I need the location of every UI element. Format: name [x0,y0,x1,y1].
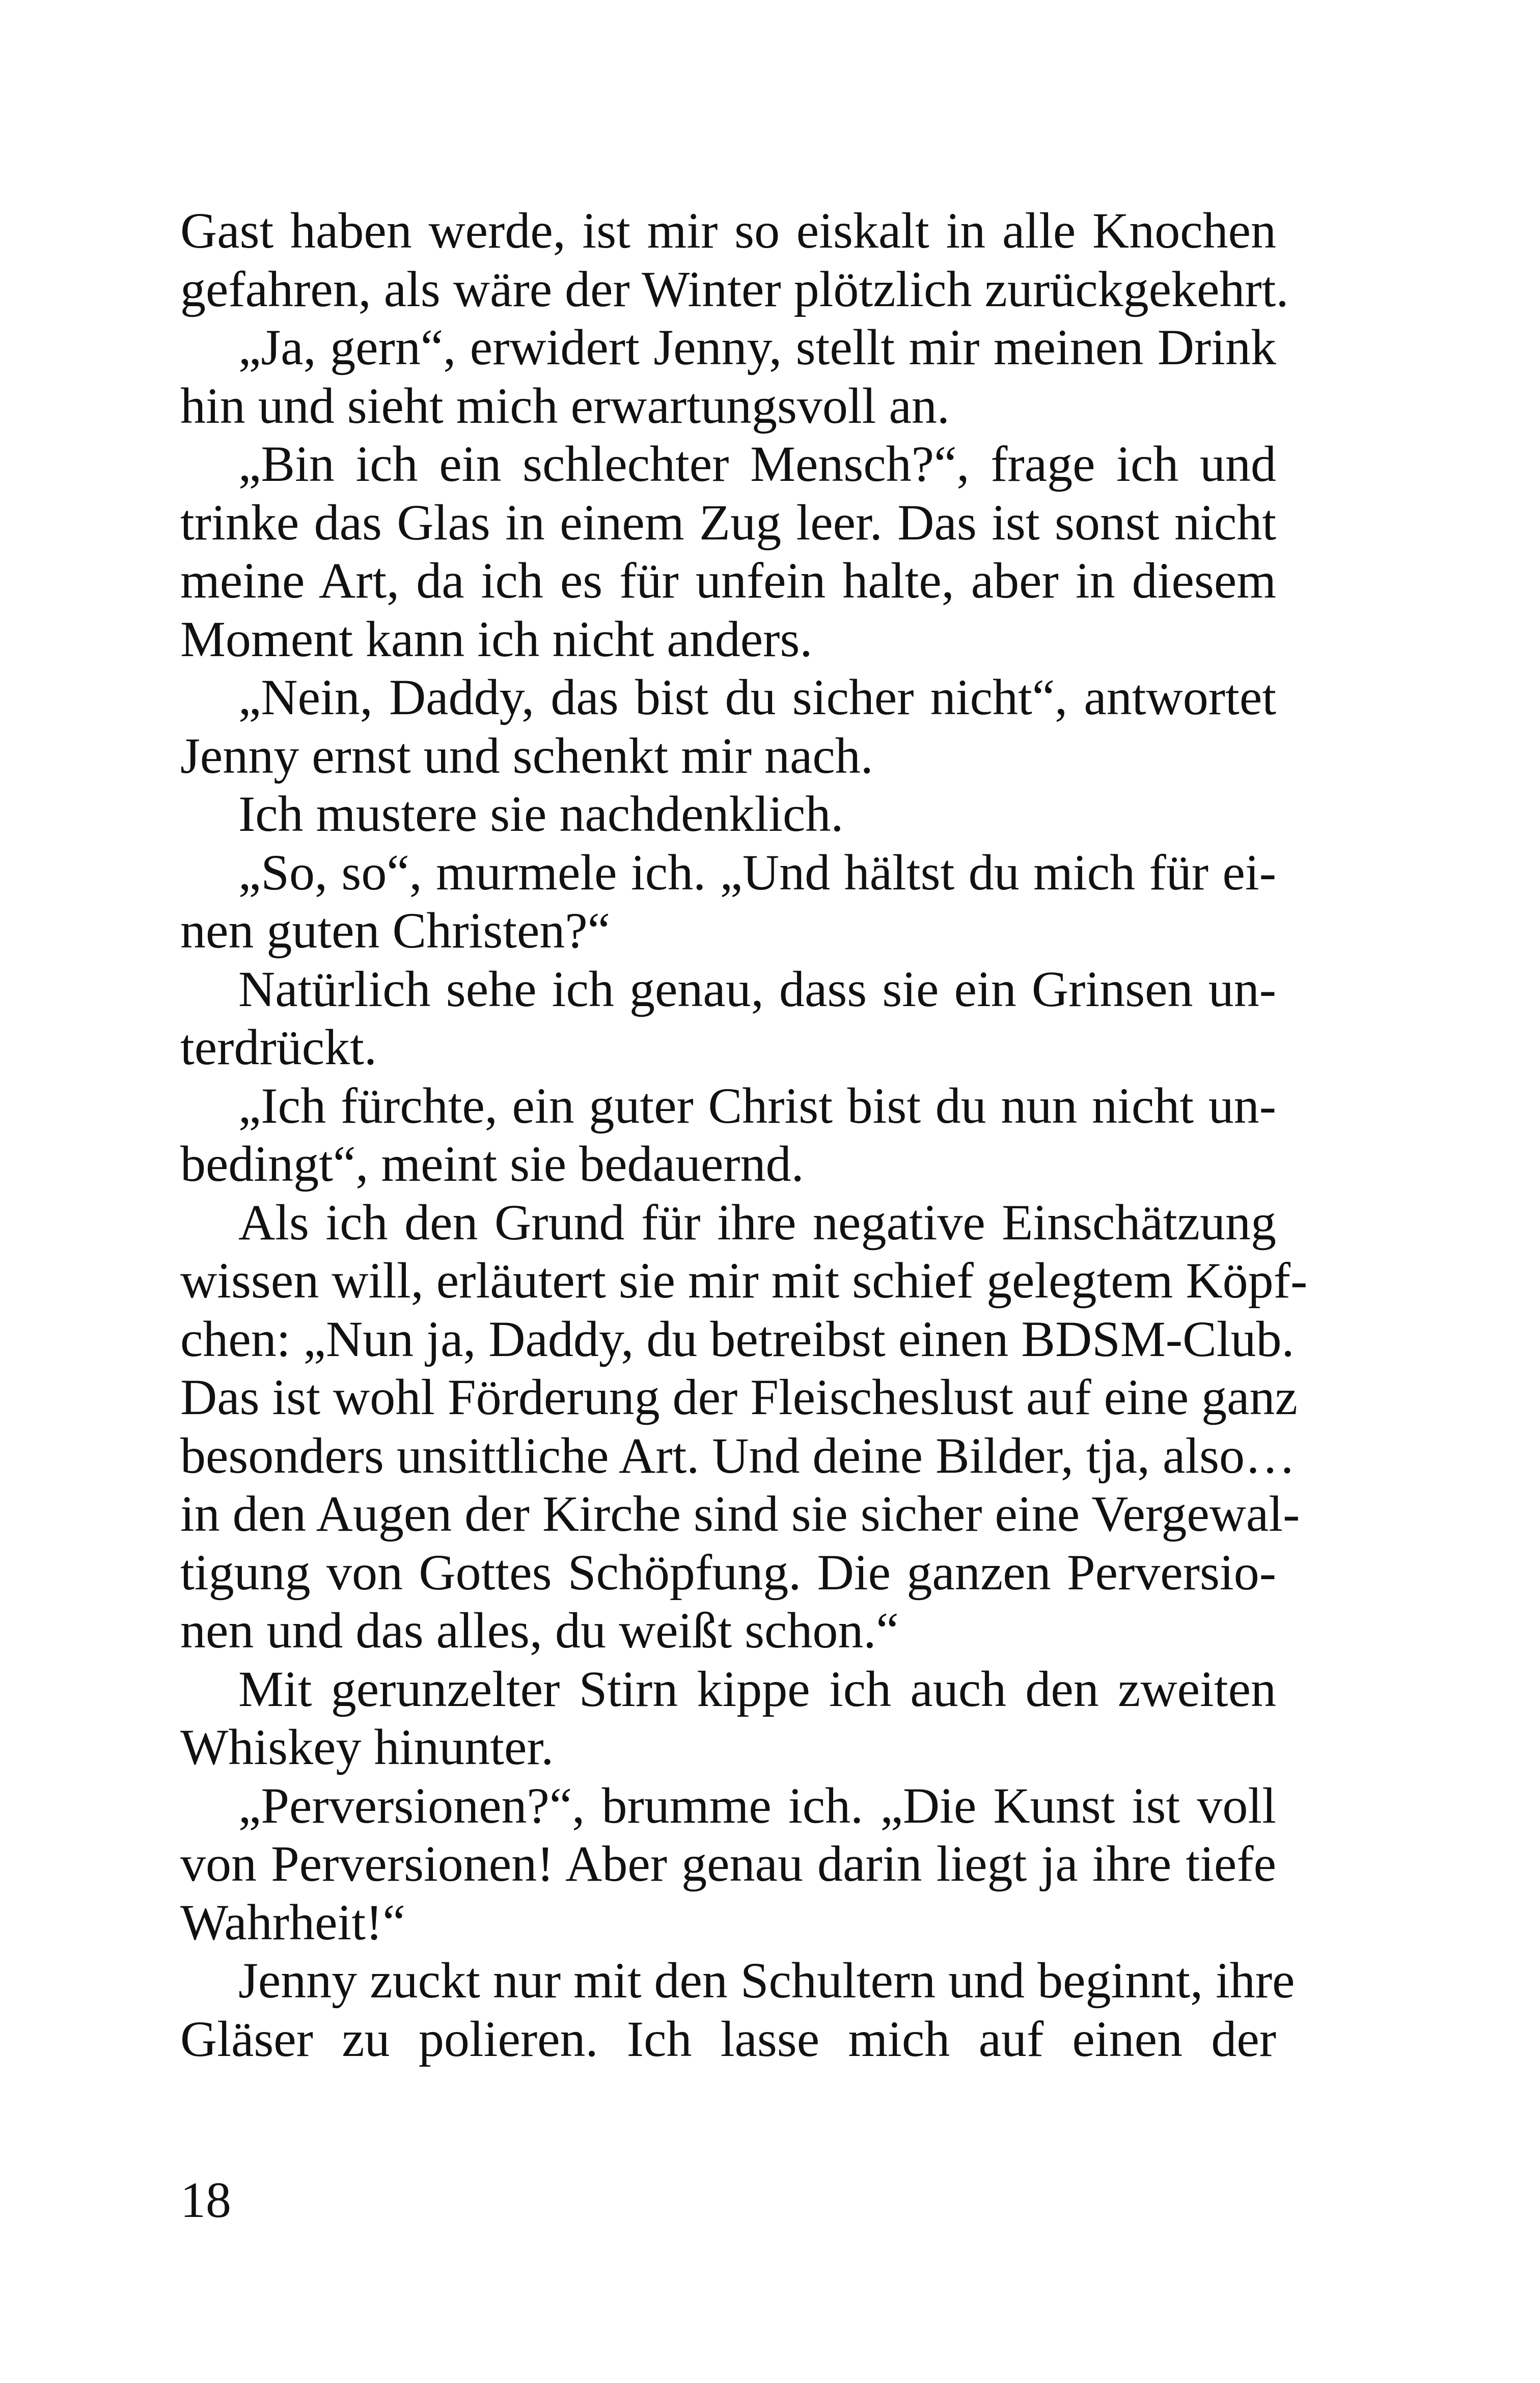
text-line: „So, so“, murmele ich. „Und hältst du mich für ei- [238,844,1276,901]
text-line: „Nein, Daddy, das bist du sicher nicht“, antwortet [238,669,1276,725]
text-line: nen guten Christen?“ [180,902,611,959]
text-line: trinke das Glas in einem Zug leer. Das ist sonst nicht [180,494,1276,551]
text-line: Wahrheit!“ [180,1893,405,1951]
text-line: Jenny zuckt nur mit den Schultern und beginnt, ihre [238,1952,1295,2009]
text-line: von Perversionen! Aber genau darin liegt ja ihre tiefe [180,1835,1276,1892]
text-line: Ich mustere sie nachdenklich. [238,786,844,842]
text-line: tigung von Gottes Schöpfung. Die ganzen Perversio- [180,1543,1276,1601]
text-line: Gast haben werde, ist mir so eiskalt in alle Knochen [180,202,1276,259]
body-text [180,202,1308,2068]
text-line: „Ich fürchte, ein guter Christ bist du nun nicht un- [238,1077,1276,1134]
text-line: Jenny ernst und schenkt mir nach. [180,727,873,784]
text-line: „Ja, gern“, erwidert Jenny, stellt mir meinen Drink [238,319,1276,375]
text-line: Als ich den Grund für ihre negative Einschätzung [238,1194,1276,1251]
text-line: terdrückt. [180,1019,377,1075]
text-line: Gläser zu polieren. Ich lasse mich auf einen der [180,2010,1276,2067]
text-line: nen und das alles, du weißt schon.“ [180,1602,899,1659]
text-line: hin und sieht mich erwartungsvoll an. [180,377,950,434]
text-line: gefahren, als wäre der Winter plötzlich zurückgekehrt. [180,260,1289,317]
text-line: meine Art, da ich es für unfein halte, aber in diesem [180,552,1276,609]
text-line: wissen will, erläutert sie mir mit schief gelegtem Köpf- [180,1252,1308,1309]
text-line: chen: „Nun ja, Daddy, du betreibst einen BDSM-Club. [180,1310,1295,1367]
text-line: Das ist wohl Förderung der Fleischeslust auf eine ganz [180,1369,1298,1425]
text-line: Natürlich sehe ich genau, dass sie ein Grinsen un- [238,960,1276,1017]
text-line: besonders unsittliche Art. Und deine Bilder, tja, also… [180,1427,1296,1484]
text-line: „Perversionen?“, brumme ich. „Die Kunst ist voll [238,1777,1276,1834]
text-line: in den Augen der Kirche sind sie sicher eine Vergewal- [180,1485,1300,1542]
text-line: „Bin ich ein schlechter Mensch?“, frage ich und [238,436,1276,492]
text-line: bedingt“, meint sie bedauernd. [180,1135,804,1192]
text-line: Moment kann ich nicht anders. [180,610,813,667]
text-line: Mit gerunzelter Stirn kippe ich auch den zweiten [238,1660,1276,1717]
page-number: 18 [180,2172,231,2228]
text-line: Whiskey hinunter. [180,1719,554,1775]
